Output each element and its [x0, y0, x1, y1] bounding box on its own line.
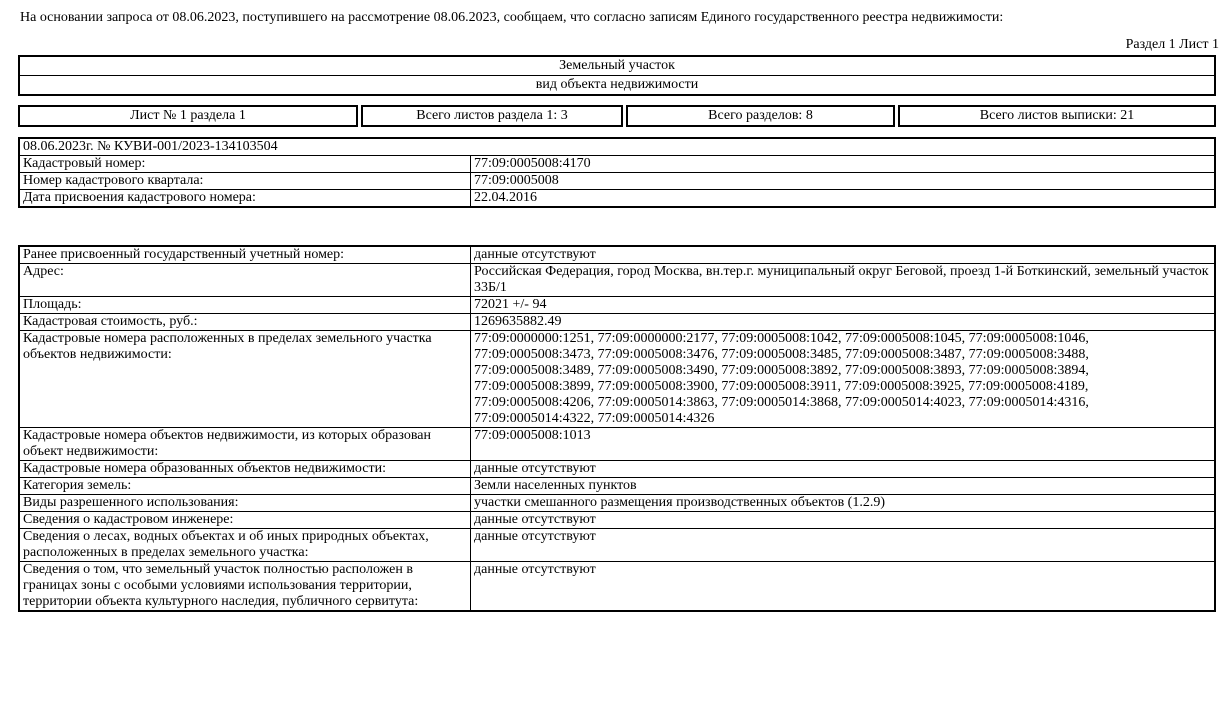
- intro-text: На основании запроса от 08.06.2023, поступившего на рассмотрение 08.06.2023, сообщаем, что согласно записям Единого государственного реестра недвижимости:: [20, 10, 1004, 25]
- row-label: Кадастровые номера образованных объектов недвижимости:: [19, 461, 471, 478]
- row-label: Номер кадастрового квартала:: [19, 173, 471, 190]
- object-type-caption: вид объекта недвижимости: [20, 75, 1214, 94]
- table-row: [19, 428, 1215, 461]
- row-value: данные отсутствуют: [471, 246, 1216, 264]
- row-label: Кадастровая стоимость, руб.:: [19, 314, 471, 331]
- row-label: Виды разрешенного использования:: [19, 495, 471, 512]
- row-label: Сведения о том, что земельный участок полностью расположен в границах зоны с особыми условиями использования территории, территории объекта культурного наследия, публичного сервитута:: [19, 562, 471, 612]
- table-row: [19, 156, 1215, 173]
- table-row: [19, 331, 1215, 428]
- row-value: Российская Федерация, город Москва, вн.тер.г. муниципальный округ Беговой, проезд 1-й Боткинский, земельный участок 33Б/1: [471, 264, 1216, 297]
- row-value: 72021 +/- 94: [471, 297, 1216, 314]
- row-label: Площадь:: [19, 297, 471, 314]
- object-type: Земельный участок: [559, 58, 675, 73]
- row-value: 22.04.2016: [471, 190, 1216, 208]
- row-label: Категория земель:: [19, 478, 471, 495]
- table-row: [19, 190, 1215, 208]
- table-row: [19, 512, 1215, 529]
- row-label: Сведения о кадастровом инженере:: [19, 512, 471, 529]
- row-label: Сведения о лесах, водных объектах и об иных природных объектах, расположенных в пределах земельного участка:: [19, 529, 471, 562]
- main-info-table: [18, 137, 1216, 208]
- row-value: 77:09:0000000:1251, 77:09:0000000:2177, 77:09:0005008:1042, 77:09:0005008:1045, 77:09:0005008:1046, 77:09:0005008:3473, 77:09:0005008:3476, 77:09:0005008:3485, 77:09:0005008:3487, 77:09:0005008:3488, 77:09:0005008:3489, 77:09:0005008:3490, 77:09:0005008:3892, 77:09:0005008:3893, 77:09:0005008:3894, 77:09:0005008:3899, 77:09:0005008:3900, 77:09:0005008:3911, 77:09:0005008:3925, 77:09:0005008:4189, 77:09:0005008:4206, 77:09:0005014:3863, 77:09:0005014:3868, 77:09:0005014:4023, 77:09:0005014:4316, 77:09:0005014:4322, 77:09:0005014:4326: [471, 331, 1216, 428]
- row-label: Кадастровые номера расположенных в пределах земельного участка объектов недвижимости:: [19, 331, 471, 428]
- table-row: [19, 529, 1215, 562]
- row-label: Адрес:: [19, 264, 471, 297]
- sheet-counter: Лист № 1 раздела 1: [18, 105, 358, 127]
- table-row: [19, 246, 1215, 264]
- sheet-counter: Всего листов выписки: 21: [898, 105, 1216, 127]
- table-row: [19, 173, 1215, 190]
- table-row: [19, 461, 1215, 478]
- row-value: 77:09:0005008:4170: [471, 156, 1216, 173]
- row-value: данные отсутствуют: [471, 461, 1216, 478]
- table-row: [19, 264, 1215, 297]
- sheet-counters: [18, 105, 1216, 127]
- sheet-counter: Всего листов раздела 1: 3: [361, 105, 623, 127]
- table-row: [19, 478, 1215, 495]
- row-label: Ранее присвоенный государственный учетный номер:: [19, 246, 471, 264]
- table-row: [19, 297, 1215, 314]
- row-value: данные отсутствуют: [471, 529, 1216, 562]
- table-row: [19, 314, 1215, 331]
- row-value: 77:09:0005008:1013: [471, 428, 1216, 461]
- row-value: участки смешанного размещения производственных объектов (1.2.9): [471, 495, 1216, 512]
- row-label: Кадастровые номера объектов недвижимости, из которых образован объект недвижимости:: [19, 428, 471, 461]
- row-label: Кадастровый номер:: [19, 156, 471, 173]
- details-table: [18, 245, 1216, 612]
- row-value: 1269635882.49: [471, 314, 1216, 331]
- table-row: [19, 138, 1215, 156]
- row-value: данные отсутствуют: [471, 562, 1216, 612]
- row-label: Дата присвоения кадастрового номера:: [19, 190, 471, 208]
- table-row: [19, 495, 1215, 512]
- row-value: данные отсутствуют: [471, 512, 1216, 529]
- row-value: 77:09:0005008: [471, 173, 1216, 190]
- row-value: Земли населенных пунктов: [471, 478, 1216, 495]
- section-sheet-label: Раздел 1 Лист 1: [1125, 37, 1219, 52]
- object-type-header: [18, 55, 1216, 96]
- extract-id: 08.06.2023г. № КУВИ-001/2023-134103504: [19, 138, 1215, 156]
- table-row: [19, 562, 1215, 612]
- sheet-counter: Всего разделов: 8: [626, 105, 895, 127]
